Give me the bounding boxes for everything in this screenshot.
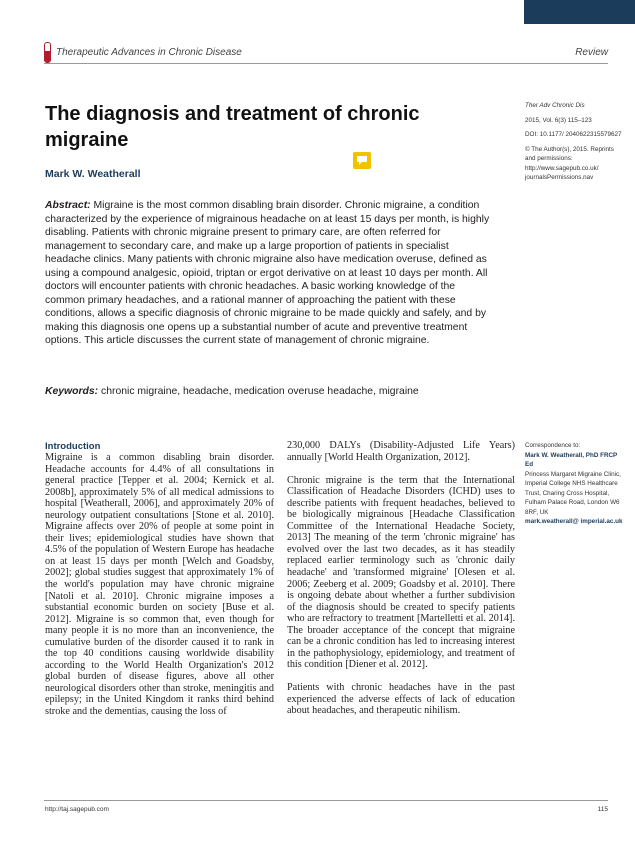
footer-url-link[interactable]: http://taj.sagepub.com	[45, 806, 109, 813]
author-name[interactable]: Mark W. Weatherall	[45, 168, 141, 180]
correspondence-label: Correspondence to:	[525, 442, 581, 449]
section-heading-introduction: Introduction	[45, 441, 101, 452]
body-paragraph: Chronic migraine is the term that the International Classification of Headache Disorders (ICHD) uses to describe patients with frequent headaches, believed to be biologically migrainous [Headache Classification Committee of the International Headache Society, 2013] The meaning of the term 'chronic migraine' has evolved over the last two decades, as it has steadily replaced earlier terminology such as 'chronic daily headache' and 'transformed migraine' [Olesen et al. 2006; Zeeberg et al. 2009; Goadsby et al. 2010]. There is ongoing debate about whether a further subdivision of the diagnosis should be created to specify patients who are refractory to treatment [Martelletti et al. 2014]. The broader acceptance of the concept that migraine can be a chronic condition has led to increasing interest in the pathophysiology, epidemiology, and treatment of this condition [Diener et al. 2012].	[287, 474, 515, 671]
keywords	[45, 385, 505, 399]
citation-journal: Ther Adv Chronic Dis	[525, 102, 585, 109]
correspondence-email-link[interactable]: mark.weatherall@ imperial.ac.uk	[525, 518, 623, 525]
journal-name: Therapeutic Advances in Chronic Disease	[56, 47, 242, 58]
footer-divider	[44, 800, 608, 801]
page-number: 115	[597, 806, 608, 813]
citation-copyright: © The Author(s), 2015. Reprints and permissions: http://www.sagepub.co.uk/ journalsPermissions.nav	[525, 145, 614, 181]
corner-color-block	[524, 0, 635, 24]
body-paragraph: 230,000 DALYs (Disability-Adjusted Life Years) annually [World Health Organization, 2012].	[287, 440, 515, 463]
body-column-right	[287, 440, 515, 717]
correspondence-name: Mark W. Weatherall, PhD FRCP Ed	[525, 451, 618, 468]
citation-sidebar	[525, 101, 625, 183]
citation-doi[interactable]: DOI: 10.1177/ 2040622315579627	[525, 131, 622, 138]
body-column-left	[45, 452, 274, 718]
keywords-text: chronic migraine, headache, medication overuse headache, migraine	[101, 386, 419, 397]
body-paragraph: Migraine is a common disabling brain disorder. Headache accounts for 4.4% of all consultations in general practice [Tepper et al. 2004; Kernick et al. 2008b], approximately 5% of all medical admissions to hospital [Weatherall, 2006], and approximately 20% of neurology outpatient consultations [Stone et al. 2010]. Migraine affects over 20% of people at some point in their lives; epidemiological studies have shown that 4.5% of the population of Western Europe has headache on at least 15 days per month [Welch and Goadsby, 2002]; global studies suggest that approximately 1% of the world's population may have chronic migraine [Natoli et al. 2010]. Chronic migraine imposes a substantial economic burden on society [Buse et al. 2012]. Migraine is so common that, even though for many people it is no more than an inconvenience, the cumulative burden of the disorder caused it to rank in the top 40 conditions causing worldwide disability according to the World Health Organization's 2012 global burden of disease figures, above all other neurological disorders other than stroke, meningitis and epilepsy; in the United Kingdom it ranks third behind stroke and the dementias, causing the loss of	[45, 452, 274, 718]
correspondence-block	[525, 441, 625, 527]
journal-logo-icon	[44, 42, 51, 63]
header-divider	[44, 63, 608, 64]
keywords-heading: Keywords:	[45, 386, 99, 397]
abstract-heading: Abstract:	[45, 200, 91, 211]
article-type-label: Review	[575, 47, 608, 58]
correspondence-affiliation: Princess Margaret Migraine Clinic, Imperial College NHS Healthcare Trust, Charing Cross Hospital, Fulham Palace Road, London W6 8RF, UK	[525, 470, 621, 516]
comment-note-icon[interactable]	[353, 152, 371, 169]
citation-volume: 2015, Vol. 6(3) 115–123	[525, 116, 592, 124]
article-title: The diagnosis and treatment of chronic migraine	[45, 103, 420, 151]
abstract-text: Migraine is the most common disabling brain disorder. Chronic migraine, a condition characterized by the experience of migrainous headache on at least 15 days per month, is highly disabling. Patients with chronic migraine present to primary care, are often referred for management to secondary care, and make up a large proportion of patients in specialist headache clinics. Many patients with chronic migraine also have medication overuse, defined as using a compound analgesic, opioid, triptan or ergot derivative on at least 10 days per month. All doctors will encounter patients with chronic headaches. A basic working knowledge of the common primary headaches, and a rational manner of approaching the patient with these conditions, allows a specific diagnosis of chronic migraine to be made quickly and safely, and by making this diagnosis one opens up a substantial number of acute and preventive treatment options. This article discusses the current state of management of chronic migraine.	[45, 200, 490, 346]
abstract	[45, 199, 497, 348]
body-paragraph: Patients with chronic headaches have in the past experienced the adverse effects of lack of education about headaches, and therapeutic nihilism.	[287, 682, 515, 717]
